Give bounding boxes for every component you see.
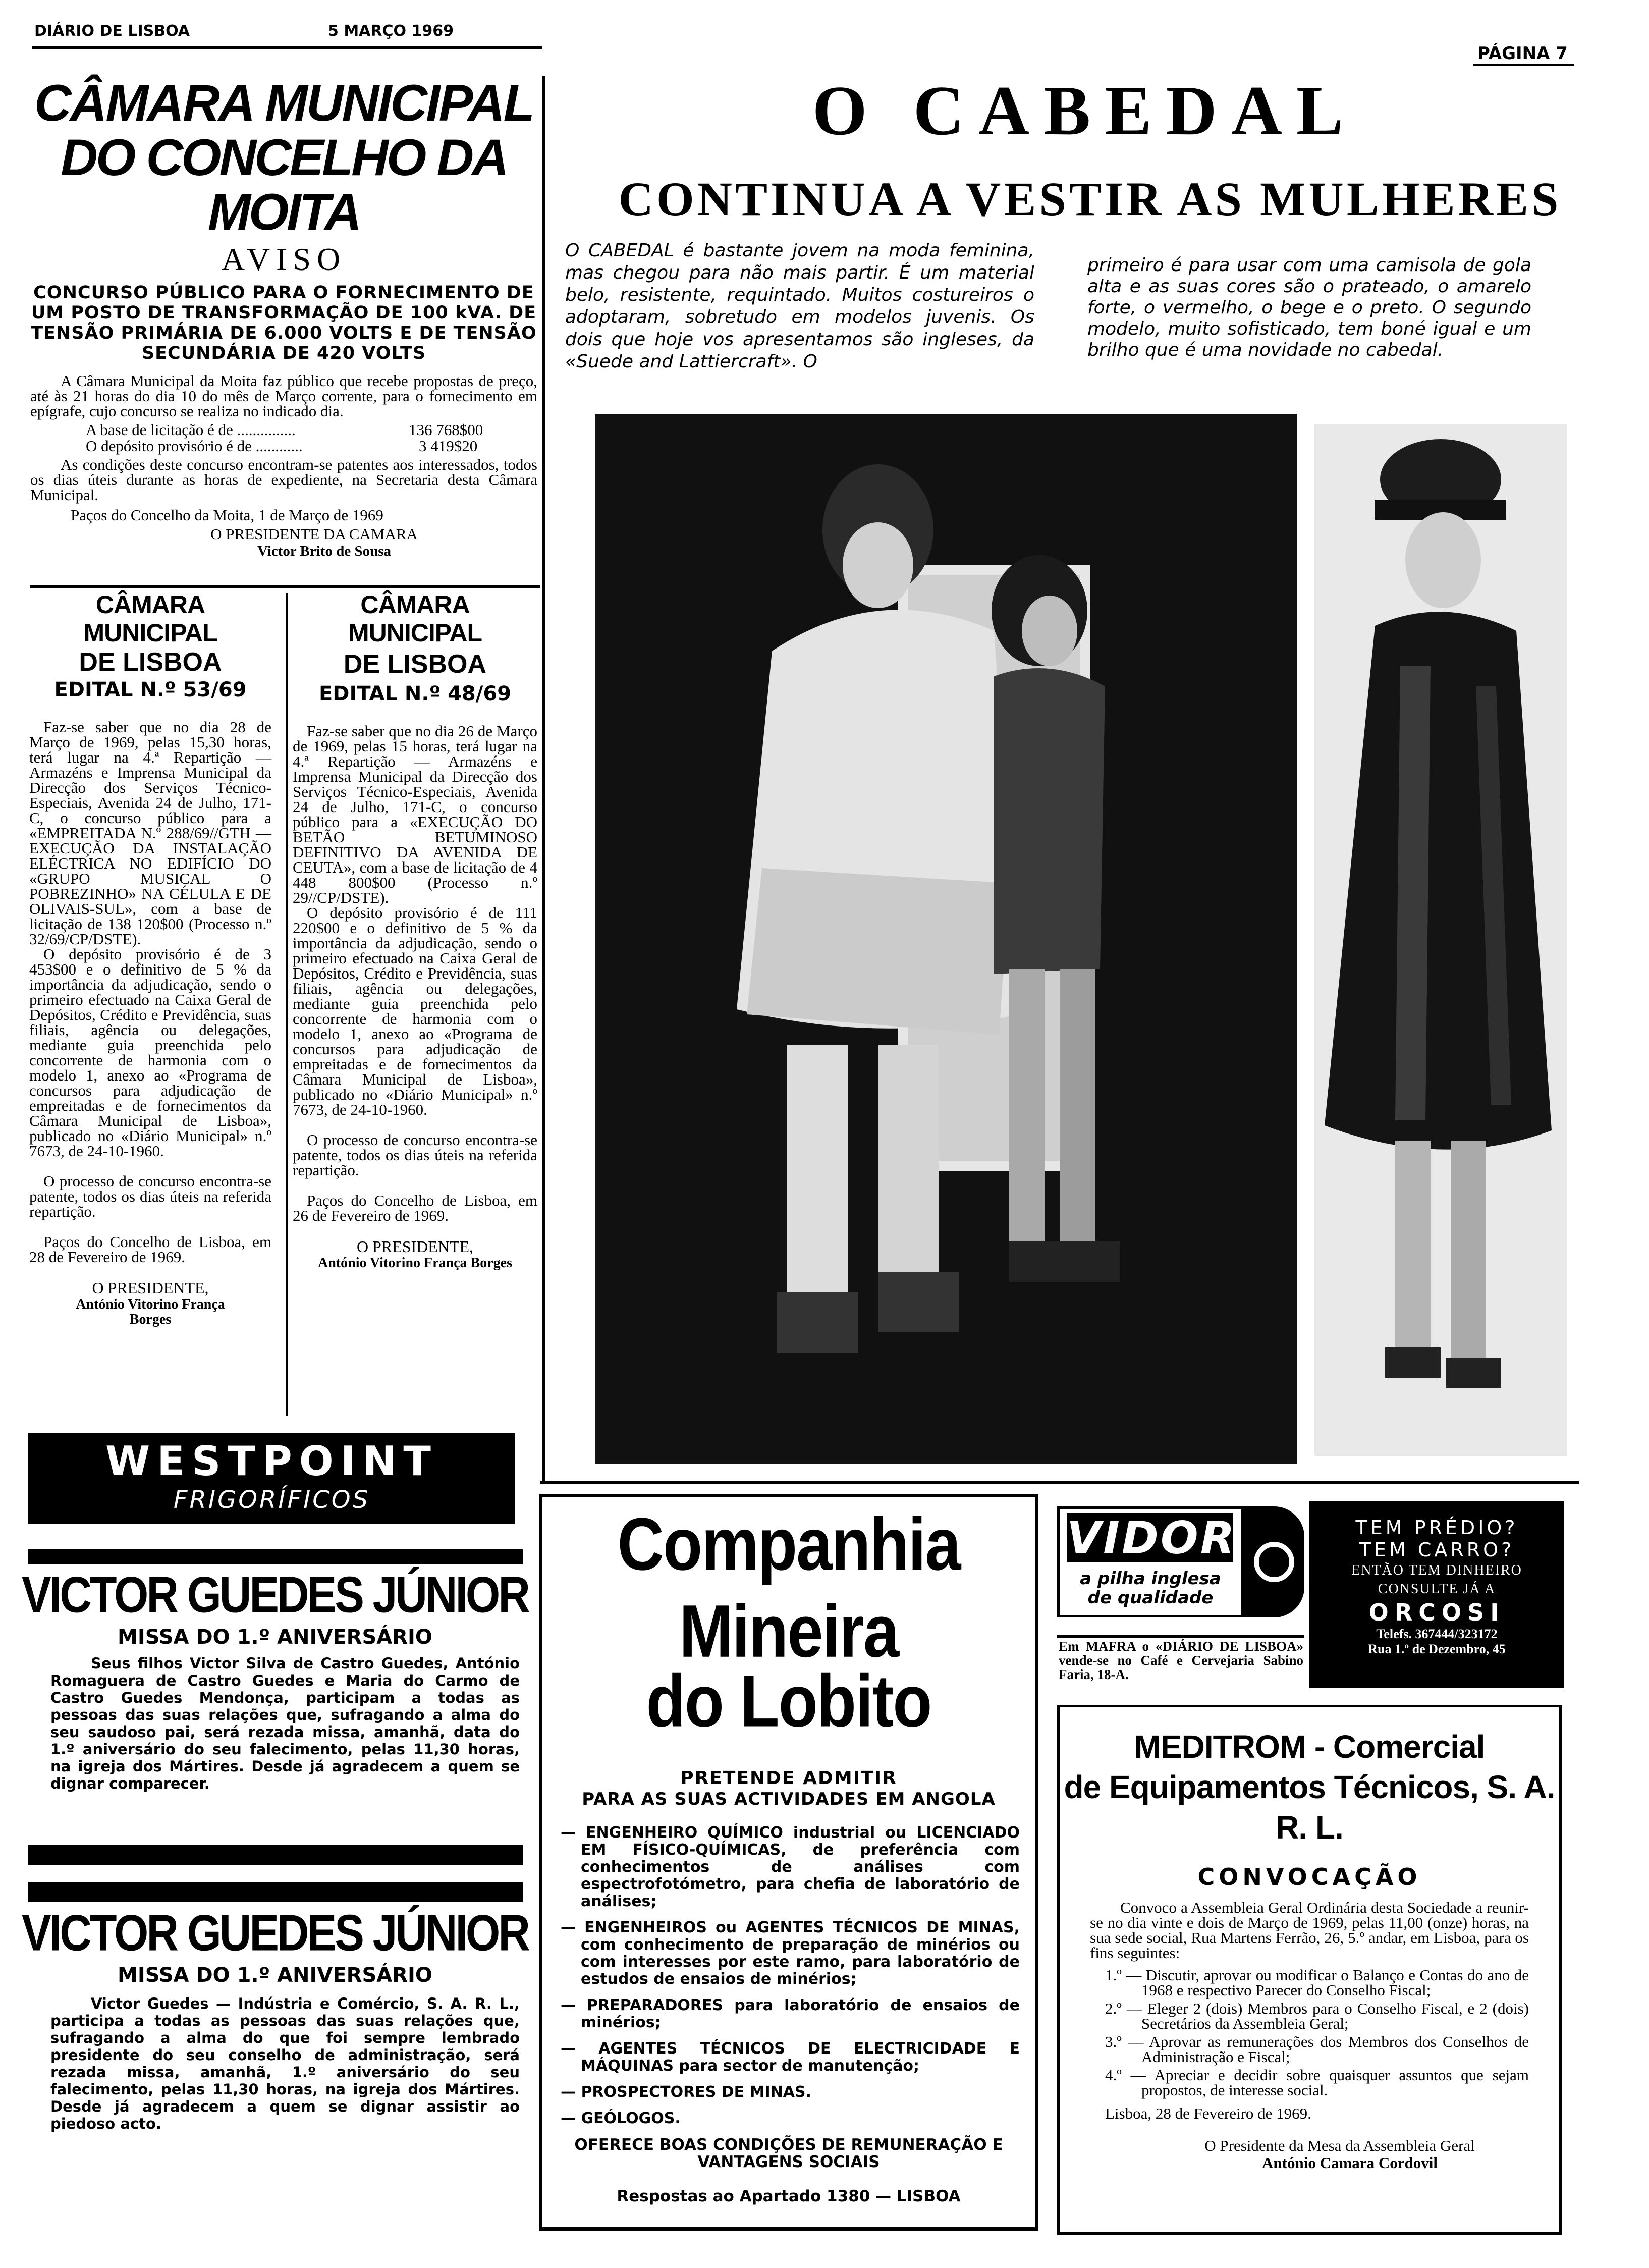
lobito-offer: OFERECE BOAS CONDIÇÕES DE REMUNERAÇÃO E VANTAGENS SOCIAIS	[574, 2136, 1003, 2171]
moita-sign-title: O PRESIDENTE DA CAMARA	[210, 525, 418, 543]
lobito-position: — PREPARADORES para laboratório de ensaios de minérios;	[561, 1996, 1020, 2031]
issue-date: 5 MARÇO 1969	[328, 22, 454, 40]
edital-separator	[286, 593, 288, 1416]
paper-name: DIÁRIO DE LISBOA	[34, 22, 190, 40]
edital-53-title-1: CÂMARA MUNICIPAL	[83, 590, 217, 647]
edital-53-sign-name: António Vitorino França Borges	[76, 1297, 225, 1327]
edital-48-sign-title: O PRESIDENTE,	[356, 1237, 474, 1256]
moita-body: A Câmara Municipal da Moita faz público que recebe propostas de preço, até às 21 horas do dia 10 do mês de Março corrente, para o fornecimento em epígrafe, cujo concurso se realiza no indicado dia.	[30, 372, 537, 420]
lobito-ad	[539, 1494, 1038, 2231]
westpoint-ad	[28, 1433, 515, 1524]
edital-48-title-2: DE LISBOA	[343, 650, 487, 679]
orcosi-brand: ORCOSI	[1368, 1599, 1505, 1626]
cabedal-subtitle: CONTINUA A VESTIR AS MULHERES	[618, 172, 1562, 226]
edital-48-para-3: O processo de concurso encontra-se patente, todos os dias úteis na referida repartição.	[293, 1131, 537, 1179]
edital-53-para-3: O processo de concurso encontra-se patente, todos os dias úteis na referida repartição.	[29, 1172, 271, 1220]
lobito-position: — PROSPECTORES DE MINAS.	[561, 2083, 811, 2101]
moita-base-value: 136 768$00	[409, 421, 483, 439]
edital-53-para-4: Paços do Concelho de Lisboa, em 28 de Fevereiro de 1969.	[29, 1233, 271, 1266]
moita-place: Paços do Concelho da Moita, 1 de Março de 1969	[71, 506, 383, 524]
moita-deposit-label: O depósito provisório é de ............	[86, 437, 303, 455]
lobito-title-2: do Lobito	[646, 1660, 931, 1743]
header-rule	[32, 46, 542, 49]
lobito-pretende: PRETENDE ADMITIR	[680, 1768, 897, 1789]
meditrom-agenda-item: 4.º — Apreciar e decidir sobre quaisquer assuntos que sejam propostos, de interesse social.	[1105, 2066, 1529, 2099]
edital-53	[29, 590, 271, 1327]
cabedal-title: O CABEDAL	[812, 72, 1358, 150]
guedes1-body: Seus filhos Victor Silva de Castro Guedes, António Romaguera de Castro Guedes e Maria do Carmo de Castro Guedes Mendonça, participam a todas as pessoas das suas relações que, sufragando a alma do seu saudoso pai, será rezada missa, amanhã, data do 1.º aniversário do seu falecimento, pelas 11,30 horas, na igreja dos Mártires. Desde já agradecem a quem se dignar comparecer.	[50, 1655, 520, 1792]
lobito-para: PARA AS SUAS ACTIVIDADES EM ANGOLA	[582, 1789, 996, 1809]
meditrom-date: Lisboa, 28 de Fevereiro de 1969.	[1105, 2104, 1311, 2122]
guedes1-title: VICTOR GUEDES JÚNIOR	[22, 1565, 528, 1624]
meditrom-convocacao: CONVOCAÇÃO	[1197, 1863, 1421, 1891]
meditrom-agenda-item: 3.º — Aprovar as remunerações dos Membros dos Conselhos de Administração e Fiscal;	[1105, 2033, 1529, 2066]
orcosi-line-4: CONSULTE JÁ A	[1378, 1581, 1496, 1597]
fashion-photo-two-models	[595, 414, 1297, 1464]
vidor-battery-icon	[1244, 1506, 1304, 1617]
edital-48-number: EDITAL N.º 48/69	[318, 682, 512, 706]
guedes1-bottom-rule	[28, 1845, 523, 1865]
meditrom-title-2: de Equipamentos Técnicos, S. A. R. L.	[1064, 1769, 1555, 1846]
vidor-note: Em MAFRA o «DIÁRIO DE LISBOA» vende-se no Café e Cervejaria Sabino Faria, 18-A.	[1059, 1639, 1303, 1682]
edital-48	[293, 590, 537, 1271]
vidor-tagline-1: a pilha inglesa	[1080, 1569, 1221, 1589]
moita-notice	[30, 76, 537, 559]
fashion-photo-cap-model-image	[1314, 424, 1567, 1456]
meditrom-title-1: MEDITROM - Comercial	[1134, 1729, 1485, 1765]
guedes2-body: Victor Guedes — Indústria e Comércio, S. A. R. L., participa a todas as pessoas das suas relações que, sufragando a alma do que foi sempre lembrado presidente do seu conselho de administração, será rezada missa, amanhã, 1.º aniversário do seu falecimento, pelas 11,30 horas, na igreja dos Mártires. Desde já agradecem a quem se dignar assistir ao piedoso acto.	[50, 1995, 520, 2132]
edital-48-title-1: CÂMARA MUNICIPAL	[348, 590, 482, 647]
vidor-rule	[1057, 1635, 1304, 1638]
lobito-position: — ENGENHEIRO QUÍMICO industrial ou LICENCIADO EM FÍSICO-QUÍMICAS, de preferência com conhecimentos de análises com espectrofotómetro, para chefia de laboratório de análises;	[561, 1824, 1020, 1910]
lobito-title-1: Companhia Mineira	[617, 1502, 960, 1673]
meditrom-intro: Convoco a Assembleia Geral Ordinária desta Sociedade a reunir-se no dia vinte e dois de Março de 1969, pelas 11,00 (onze) horas, na sua sede social, Rua Martens Ferrão, 26, 5.º andar, em Lisboa, para os fins seguintes:	[1090, 1899, 1529, 1962]
edital-53-para-2: O depósito provisório é de 3 453$00 e o definitivo de 5 % da importância da adjudicação, sendo o primeiro efectuado na Caixa Geral de Depósitos, Crédito e Previdência, suas filiais, agência ou delegações, mediante guia preenchida pelo concorrente de harmonia com o modelo 1, anexo ao «Programa de concursos para adjudicação de empreitadas e de fornecimentos da Câmara Municipal de Lisboa», publicado no «Diário Municipal» n.º 7673, de 24-10-1960.	[29, 945, 271, 1160]
orcosi-phone: Telefs. 367444/323172	[1376, 1627, 1498, 1641]
vidor-brand: VIDOR	[1067, 1512, 1237, 1564]
lobito-reply: Respostas ao Apartado 1380 — LISBOA	[617, 2187, 961, 2205]
westpoint-brand: WESTPOINT	[105, 1438, 438, 1485]
edital-53-sign-title: O PRESIDENTE,	[92, 1279, 209, 1297]
guedes-notice-2	[20, 1905, 530, 2132]
guedes-notice-1	[20, 1567, 530, 1792]
cabedal-column-2: primeiro é para usar com uma camisola de gola alta e as suas cores são o prateado, o amarelo forte, o vermelho, o bege e o preto. O segundo modelo, muito sofisticado, tem boné igual e um brilho que é uma novidade no cabedal.	[1087, 255, 1531, 360]
vidor-tagline-2: de qualidade	[1087, 1588, 1214, 1608]
lobito-position: — AGENTES TÉCNICOS DE ELECTRICIDADE E MÁQUINAS para sector de manutenção;	[561, 2040, 1020, 2075]
meditrom-agenda	[1105, 1968, 1529, 2098]
lobito-positions	[561, 1824, 1020, 2127]
meditrom-sign-title: O Presidente da Mesa da Assembleia Geral	[1204, 2137, 1475, 2154]
moita-base-label: A base de licitação é de ...............	[86, 421, 296, 439]
meditrom-agenda-item: 1.º — Discutir, aprovar ou modificar o Balanço e Contas do ano de 1968 e respectivo Parecer do Conselho Fiscal;	[1105, 1966, 1529, 1999]
edital-53-number: EDITAL N.º 53/69	[54, 678, 247, 701]
moita-title-1: CÂMARA MUNICIPAL	[34, 74, 533, 132]
edital-53-para-1: Faz-se saber que no dia 28 de Março de 1969, pelas 15,30 horas, terá lugar na 4.ª Repartição — Armazéns e Imprensa Municipal da Direcção dos Serviços Técnico-Especiais, Avenida 24 de Julho, 171-C, o concurso público para a «EMPREITADA N.º 288/69//GTH — EXECUÇÃO DA INSTALAÇÃO ELÉCTRICA NO EDIFÍCIO DO «GRUPO MUSICAL O POBREZINHO» NA CÉLULA E DE OLIVAIS-SUL», com a base de licitação de 138 120$00 (Processo n.º 32/69/CP/DSTE).	[29, 718, 271, 948]
moita-title-2: DO CONCELHO DA MOITA	[61, 129, 507, 241]
guedes2-sub: MISSA DO 1.º ANIVERSÁRIO	[118, 1964, 432, 1987]
guedes2-title: VICTOR GUEDES JÚNIOR	[22, 1904, 528, 1962]
edital-48-para-1: Faz-se saber que no dia 26 de Março de 1969, pelas 15 horas, terá lugar na 4.ª Repartição — Armazéns e Imprensa Municipal da Direcção dos Serviços Técnico-Especiais, Avenida 24 de Julho, 171-C, o concurso público para a «EXECUÇÃO DO BETÃO BETUMINOSO DEFINITIVO DA AVENIDA DE CEUTA», com a base de licitação de 4 448 800$00 (Processo n.º 29//CP/DSTE).	[293, 722, 537, 906]
guedes1-sub: MISSA DO 1.º ANIVERSÁRIO	[118, 1626, 432, 1649]
moita-subtitle: CONCURSO PÚBLICO PARA O FORNECIMENTO DE UM POSTO DE TRANSFORMAÇÃO DE 100 kVA. DE TENSÃO PRIMÁRIA DE 6.000 VOLTS E DE TENSÃO SECUNDÁRIA DE 420 VOLTS	[31, 283, 537, 363]
cabedal-column-1: O CABEDAL é bastante jovem na moda feminina, mas chegou para não mais partir. É um material belo, resistente, requintado. Muitos costureiros o adoptaram, sobretudo em modelos juvenis. Os dois que hoje vos apresentamos são ingleses, da «Suede and Lattiercraft». O	[565, 240, 1034, 372]
orcosi-ad	[1309, 1501, 1564, 1688]
page-number: PÁGINA 7	[1477, 43, 1568, 64]
moita-aviso: AVISO	[221, 241, 347, 277]
guedes1-top-rule	[28, 1549, 523, 1564]
moita-sign-name: Victor Brito de Sousa	[257, 543, 392, 559]
westpoint-sub: FRIGORÍFICOS	[173, 1486, 370, 1514]
lobito-position: — ENGENHEIROS ou AGENTES TÉCNICOS DE MINAS, com conhecimento de preparação de minérios ou com interesses por este ramo, para laboratório de estudos de ensaios de minérios;	[561, 1919, 1020, 1988]
vidor-logo-box	[1057, 1506, 1244, 1617]
orcosi-line-3: ENTÃO TEM DINHEIRO	[1351, 1562, 1522, 1578]
article-bottom-rule	[540, 1481, 1579, 1484]
edital-48-para-2: O depósito provisório é de 111 220$00 e o definitivo de 5 % da importância da adjudicação, sendo o primeiro efectuado na Caixa Geral de Depósitos, Crédito e Previdência, suas filiais, agência ou delegações, mediante guia preenchida pelo concorrente de harmonia com o modelo 1, anexo ao «Programa de concursos para adjudicação de empreitadas e de fornecimentos da Câmara Municipal de Lisboa», publicado no «Diário Municipal» n.º 7673, de 24-10-1960.	[293, 904, 537, 1118]
edital-48-sign-name: António Vitorino França Borges	[318, 1255, 512, 1271]
edital-48-para-4: Paços do Concelho de Lisboa, em 26 de Fevereiro de 1969.	[293, 1192, 537, 1224]
edital-53-title-2: DE LISBOA	[79, 647, 222, 677]
fashion-photo-two-models-image	[595, 414, 1297, 1464]
vidor-ad	[1057, 1506, 1304, 1623]
orcosi-address: Rua 1.º de Dezembro, 45	[1368, 1642, 1506, 1656]
guedes2-top-rule	[28, 1882, 523, 1902]
meditrom-notice	[1057, 1705, 1562, 2235]
meditrom-agenda-item: 2.º — Eleger 2 (dois) Membros para o Conselho Fiscal, e 2 (dois) Secretários da Assembleia Geral;	[1105, 2000, 1529, 2032]
header-rule-right	[1473, 64, 1574, 66]
meditrom-sign-name: António Camara Cordovil	[1262, 2154, 1438, 2172]
lobito-position: — GEÓLOGOS.	[561, 2110, 681, 2127]
orcosi-line-2: TEM CARRO?	[1359, 1539, 1515, 1561]
moita-conditions: As condições deste concurso encontram-se patentes aos interessados, todos os dias úteis durante as horas de expediente, na Secretaria desta Câmara Municipal.	[30, 456, 537, 504]
moita-bottom-rule	[30, 585, 540, 588]
orcosi-line-1: TEM PRÉDIO?	[1355, 1517, 1518, 1539]
fashion-photo-cap-model	[1314, 424, 1567, 1456]
column-separator	[542, 76, 545, 1484]
moita-deposit-value: 3 419$20	[419, 437, 478, 455]
